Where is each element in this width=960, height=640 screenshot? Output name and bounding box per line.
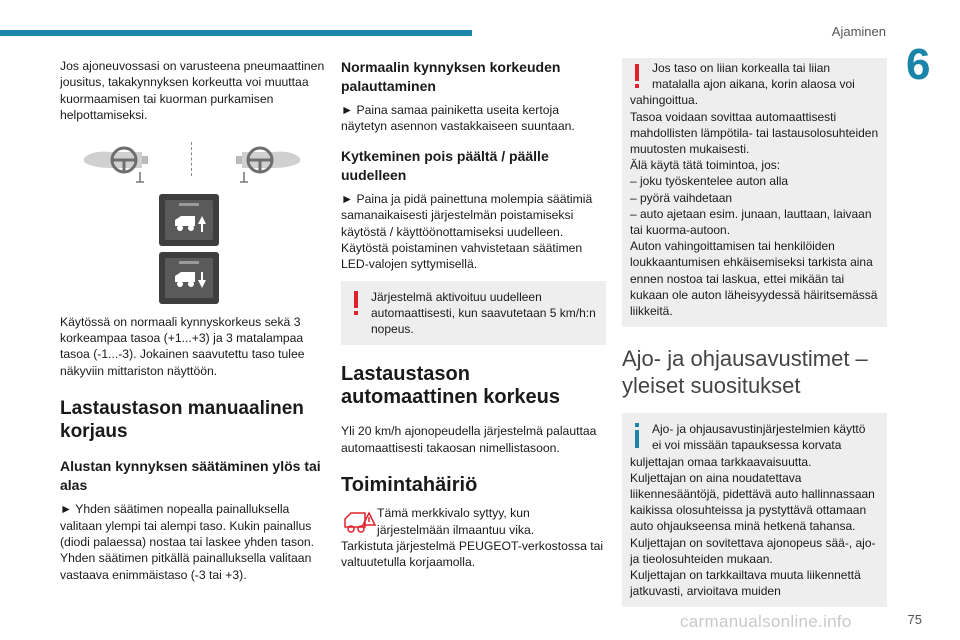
column-1 (60, 58, 326, 583)
warn-line-1: Jos taso on liian korkealla tai liian (652, 61, 831, 75)
steering-wheel-left-icon (84, 148, 148, 182)
warn-list-item: – joku työskentelee auton alla (630, 174, 789, 189)
restore-paragraph: ► Paina samaa painiketta useita kertoja näytetyn asennon vastakkaiseen suuntaan. (341, 103, 575, 134)
heading-driving-assistance: Ajo- ja ohjausavustimet – yleiset suositukset (622, 346, 868, 399)
intro-paragraph: Jos ajoneuvossasi on varusteena pneumaattinen jousitus, takakynnyksen korkeutta voi muuttaa kuormaamisen tai kuorman purkamisen helpottamiseksi. (60, 59, 325, 123)
info-line-2: ei voi missään tapauksessa korvata (652, 438, 842, 453)
fault-text-first: Tämä merkkivalo syttyy, kun (377, 506, 530, 521)
info-line-6: Kuljettajan on tarkkailtava muuta liikennettä jatkuvasti, arvioitava muiden (630, 568, 861, 599)
raise-platform-switch (159, 194, 219, 246)
heading-auto-height: Lastaustason automaattinen korkeus (341, 363, 560, 409)
info-line-1: Ajo- ja ohjausavustinjärjestelmien käyttö (652, 422, 866, 437)
chapter-title: Ajaminen (831, 24, 886, 39)
warn-line-3: vahingoittua. (630, 93, 699, 108)
heading-manual-correction: Lastaustason manuaalinen korjaus (60, 398, 304, 443)
fault-text-rest: Tarkistuta järjestelmä PEUGEOT-verkostossa tai valtuutetulla korjaamolla. (341, 539, 604, 570)
heading-restore-height: Normaalin kynnyksen korkeuden palauttaminen (341, 59, 561, 94)
info-icon (634, 423, 640, 449)
fault-text-second: järjestelmään ilmaantuu vika. (377, 522, 535, 537)
usage-paragraph: Käytössä on normaali kynnyskorkeus sekä 3 korkeampaa tasoa (+1...+3) ja 3 matalampaa tasoa (-1...-3). Jokainen saavutettu taso tulee näkyviin mittariston näyttöön. (60, 314, 305, 378)
warning-icon (353, 291, 360, 317)
toggle-paragraph: ► Paina ja pidä painettuna molempia säätimiä samanaikaisesti järjestelmän poistamiseksi käytöstä / käyttöönottamiseksi uudelleen. Käytöstä poistaminen vahvistetaan säätimen LED-valojen syttymisellä. (341, 191, 593, 272)
warning-text-first: Järjestelmä aktivoituu uudelleen (371, 289, 542, 304)
warning-text-second: automaattisesti, kun saavutetaan 5 km/h:n nopeus. (371, 306, 596, 337)
chapter-number: 6 (906, 40, 931, 89)
warn-line-5: Älä käytä tätä toimintoa, jos: (630, 158, 781, 173)
warning-icon (634, 64, 641, 90)
van-raise-icon (173, 212, 207, 234)
warn-line-2: matalalla ajon aikana, korin alaosa voi (652, 77, 855, 92)
heading-adjust-threshold: Alustan kynnyksen säätäminen ylös tai alas (60, 458, 321, 494)
adjust-paragraph: ► Yhden säätimen nopealla painalluksella valitaan ylempi tai alempi taso. Kukin painallus (diodi palaessa) nostaa tai laskee yhden tason. Yhden säätimen pitkällä painalluksella valitaan vastaava enimmäistaso (-3 tai +3). (60, 502, 315, 582)
info-line-3: kuljettajan omaa tarkkaavaisuutta. (630, 454, 812, 469)
info-line-4: Kuljettajan on aina noudatettava liikennesääntöjä, pidettävä auto hallinnassaan kaikissa olosuhteissa ja pystyttävä ottamaan auto ohjaukseensa minä hetkenä tahansa. (630, 470, 875, 534)
van-lower-icon (173, 270, 207, 292)
page-number: 75 (907, 612, 922, 627)
warn-list-item: – auto ajetaan esim. junaan, lauttaan, laivaan tai kuorma-autoon. (630, 206, 872, 238)
warn-line-4: Tasoa voidaan sovittaa automaattisesti mahdollisten lämpötila- tai lastausolosuhteiden muutosten mukaisesti. (630, 109, 879, 157)
illustration-divider (191, 142, 192, 176)
suspension-fault-warning-icon (341, 505, 377, 539)
heading-toggle-system: Kytkeminen pois päältä / päälle uudelleen (341, 147, 549, 183)
watermark-text: carmanualsonline.info (680, 612, 852, 631)
steering-wheel-right-icon (236, 148, 300, 182)
heading-malfunction: Toimintahäiriö (341, 474, 478, 497)
auto-paragraph: Yli 20 km/h ajonopeudella järjestelmä palauttaa automaattisesti takaosan nimellistasoon. (341, 424, 597, 455)
column-2 (341, 58, 606, 571)
warn-list-item: – pyörä vaihdetaan (630, 190, 733, 205)
malfunction-block (341, 505, 606, 538)
info-line-5: Kuljettajan on sovitettava ajonopeus sää-, ajo- ja tieolosuhteiden mukaan. (630, 535, 876, 566)
column-3 (622, 58, 887, 607)
warning-box-height (622, 58, 887, 327)
header-accent-bar (0, 30, 472, 36)
warning-box-reactivation (341, 281, 606, 346)
warn-line-6: Auton vahingoittamisen tai henkilöiden loukkaantumisen ehkäisemiseksi tarkista aina ennen nostoa tai laskua, ettei mikään tai kukaan ole auton läheisyydessä häiritsemässä liikkeitä. (630, 239, 878, 319)
suspension-controls-illustration (60, 136, 326, 304)
lower-platform-switch (159, 252, 219, 304)
steering-wheel-icons (82, 142, 302, 186)
info-box-assistance (622, 413, 887, 607)
